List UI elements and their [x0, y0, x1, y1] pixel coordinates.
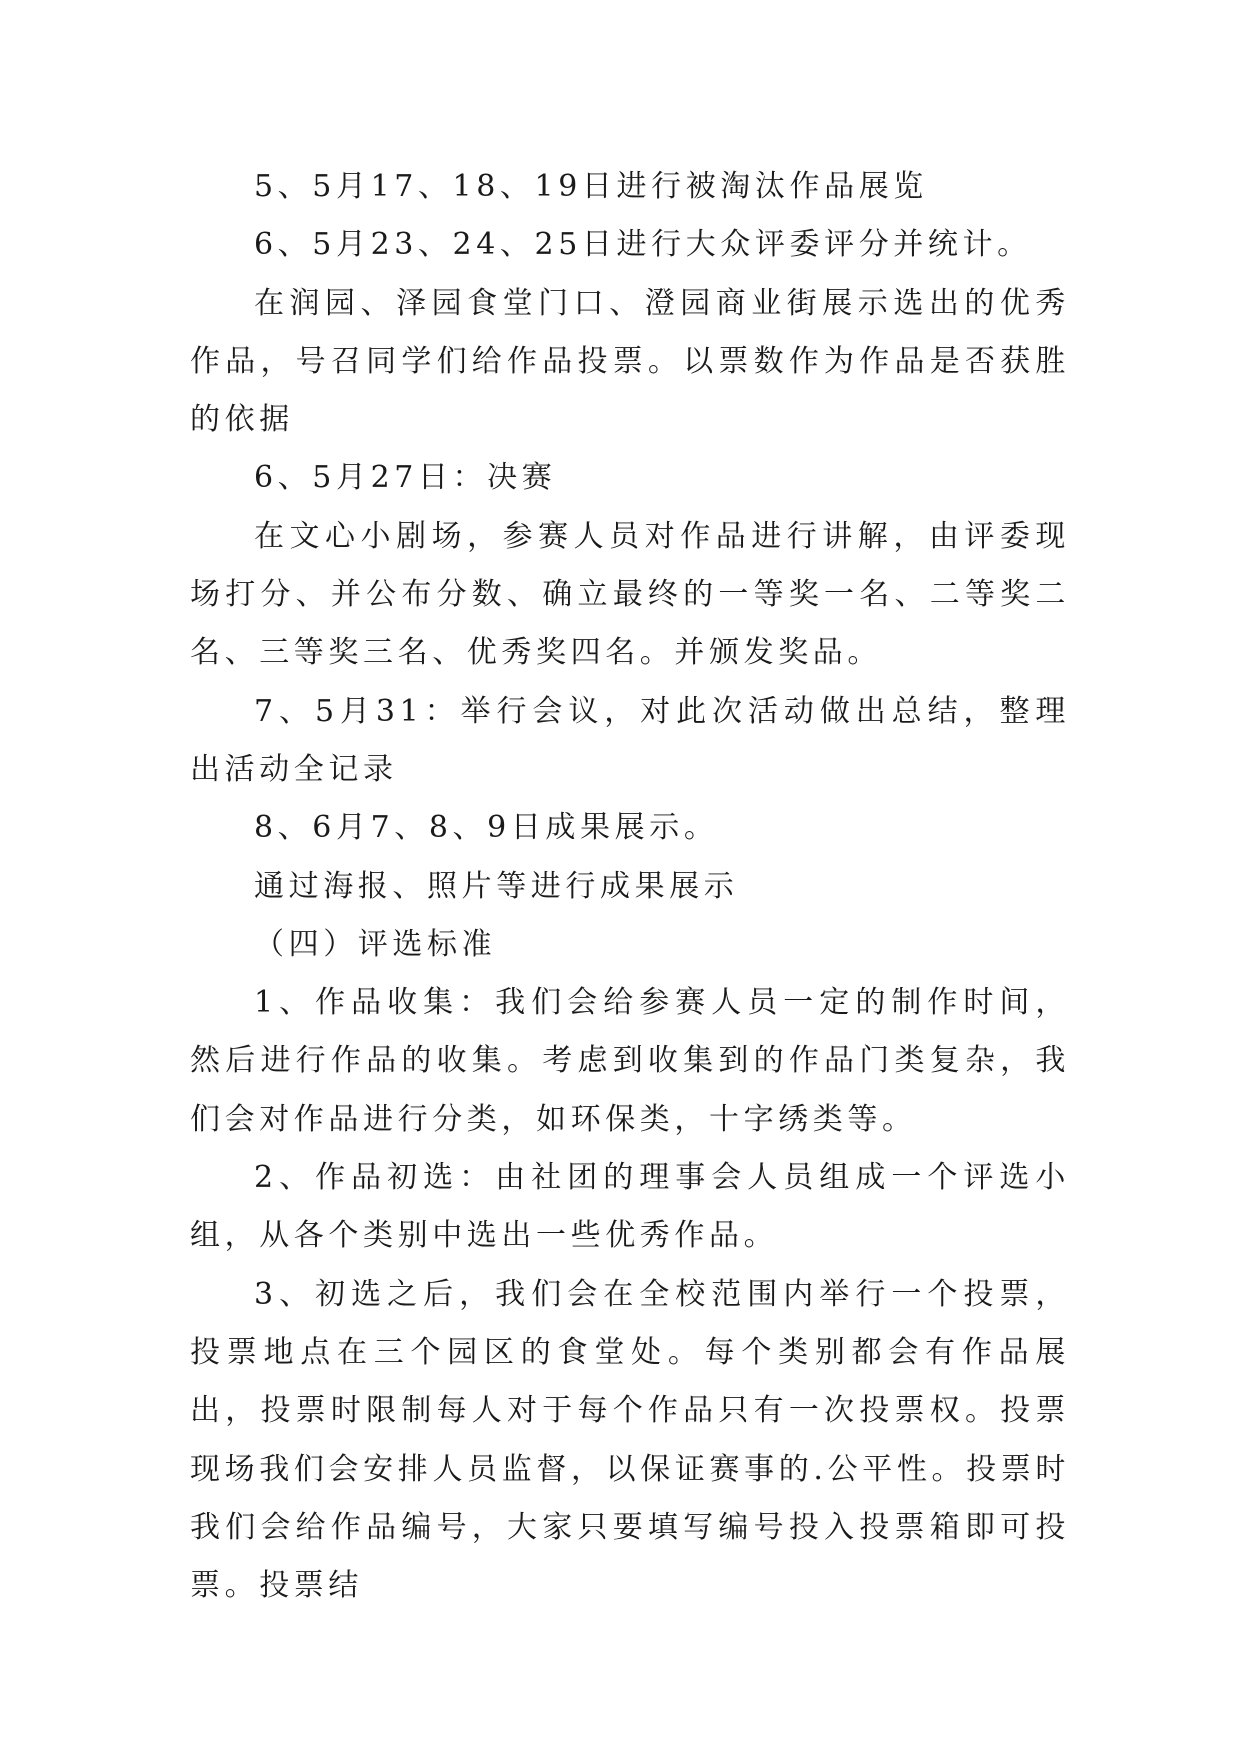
paragraph-preliminary: 2、作品初选：由社团的理事会人员组成一个评选小组，从各个类别中选出一些优秀作品。	[190, 1160, 1070, 1254]
paragraph-public-judging: 6、5月23、24、25日进行大众评委评分并统计。	[254, 227, 1032, 263]
paragraph-results-display: 8、6月7、8、9日成果展示。	[254, 810, 719, 846]
paragraph-voting: 3、初选之后，我们会在全校范围内举行一个投票，投票地点在三个园区的食堂处。每个类别都会有作品展出，投票时限制每人对于每个作品只有一次投票权。投票现场我们会安排人员监督，以保证赛事的.公平性。投票时我们会给作品编号，大家只要填写编号投入投票箱即可投票。投票结	[190, 1276, 1070, 1604]
paragraph-final: 6、5月27日：决赛	[254, 460, 557, 496]
paragraph-results-method: 通过海报、照片等进行成果展示	[254, 868, 739, 904]
paragraph-display-voting: 在润园、泽园食堂门口、澄园商业街展示选出的优秀作品，号召同学们给作品投票。以票数作为作品是否获胜的依据	[190, 285, 1070, 438]
section-heading-criteria: （四）评选标准	[254, 926, 497, 962]
paragraph-summary-meeting: 7、5月31：举行会议，对此次活动做出总结，整理出活动全记录	[190, 693, 1070, 787]
document-body	[190, 158, 1070, 1615]
paragraph-collection: 1、作品收集：我们会给参赛人员一定的制作时间，然后进行作品的收集。考虑到收集到的作品门类复杂，我们会对作品进行分类，如环保类，十字绣类等。	[190, 985, 1070, 1137]
paragraph-final-details: 在文心小剧场，参赛人员对作品进行讲解，由评委现场打分、并公布分数、确立最终的一等奖一名、二等奖二名、三等奖三名、优秀奖四名。并颁发奖品。	[190, 518, 1070, 671]
paragraph-exhibition-eliminated: 5、5月17、18、19日进行被淘汰作品展览	[254, 169, 928, 204]
